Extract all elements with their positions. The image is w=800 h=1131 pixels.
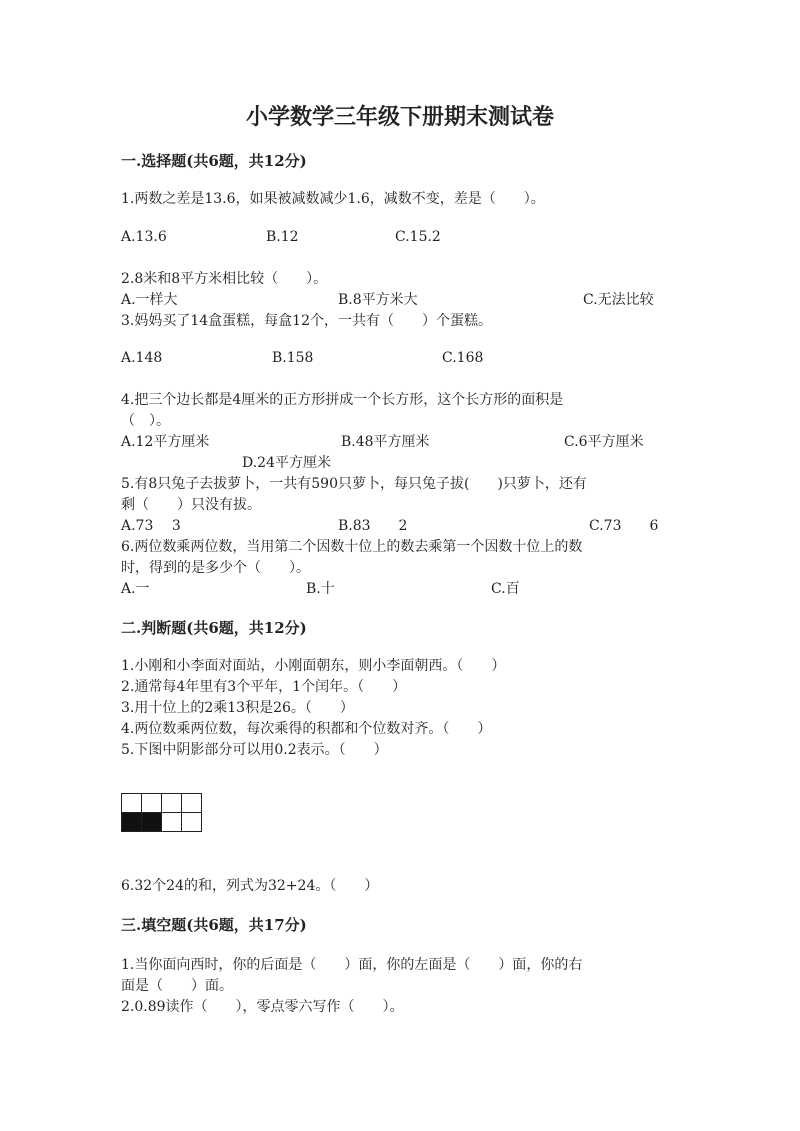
choice-5-option-a: A.73 3	[121, 518, 181, 534]
grid-cell-shaded	[142, 813, 162, 832]
fill-question-1-line-2: 面是（ ）面。	[121, 978, 233, 994]
choice-6-option-a: A.一	[121, 581, 150, 597]
section-heading-choice: 一.选择题(共6题，共12分)	[121, 152, 307, 170]
choice-4-option-b: B.48平方厘米	[341, 434, 430, 450]
judgement-question-4: 4.两位数乘两位数，每次乘得的积都和个位数对齐。（ ）	[121, 721, 492, 737]
choice-question-5-line-1: 5.有8只兔子去拔萝卜，一共有590只萝卜，每只兔子拔( )只萝卜，还有	[121, 476, 587, 492]
choice-question-4-line-2: （ ）。	[121, 413, 170, 429]
fill-question-2: 2.0.89读作（ ），零点零六写作（ ）。	[121, 999, 404, 1015]
page-title: 小学数学三年级下册期末测试卷	[245, 104, 554, 130]
choice-6-option-c: C.百	[491, 581, 520, 597]
choice-2-option-c: C.无法比较	[583, 292, 654, 308]
section-heading-fill-blank: 三.填空题(共6题，共17分)	[121, 916, 307, 934]
grid-cell	[182, 813, 202, 832]
choice-3-option-c: C.168	[442, 350, 484, 366]
choice-question-6-line-2: 时，得到的是多少个（ ）。	[121, 560, 310, 576]
grid-cell	[142, 794, 162, 813]
choice-1-option-b: B.12	[266, 229, 299, 245]
section-heading-judgement: 二.判断题(共6题，共12分)	[121, 619, 307, 637]
choice-question-2: 2.8米和8平方米相比较（ ）。	[121, 271, 328, 287]
choice-5-option-b: B.83 2	[338, 518, 408, 534]
choice-1-option-c: C.15.2	[395, 229, 441, 245]
choice-3-option-a: A.148	[121, 350, 163, 366]
grid-cell	[122, 794, 142, 813]
judgement-question-5: 5.下图中阴影部分可以用0.2表示。（ ）	[121, 742, 388, 758]
judgement-question-6: 6.32个24的和，列式为32+24。（ ）	[121, 878, 379, 894]
choice-4-option-a: A.12平方厘米	[121, 434, 210, 450]
choice-4-option-d: D.24平方厘米	[242, 455, 331, 471]
grid-cell	[162, 794, 182, 813]
grid-cell-shaded	[122, 813, 142, 832]
grid-cell	[182, 794, 202, 813]
choice-question-3: 3.妈妈买了14盒蛋糕，每盒12个，一共有（ ）个蛋糕。	[121, 313, 492, 329]
choice-question-1: 1.两数之差是13.6，如果被减数减少1.6，减数不变，差是（ ）。	[121, 191, 545, 207]
choice-question-5-line-2: 剩（ ）只没有拔。	[121, 497, 261, 513]
judgement-question-2: 2.通常每4年里有3个平年，1个闰年。（ ）	[121, 679, 407, 695]
shaded-grid-figure	[121, 793, 202, 832]
choice-2-option-a: A.一样大	[121, 292, 178, 308]
fill-question-1-line-1: 1.当你面向西时，你的后面是（ ）面，你的左面是（ ）面，你的右	[121, 957, 583, 973]
choice-question-6-line-1: 6.两位数乘两位数，当用第二个因数十位上的数去乘第一个因数十位上的数	[121, 539, 583, 555]
judgement-question-1: 1.小刚和小李面对面站，小刚面朝东，则小李面朝西。（ ）	[121, 658, 506, 674]
grid-cell	[162, 813, 182, 832]
choice-5-option-c: C.73 6	[589, 518, 659, 534]
judgement-question-3: 3.用十位上的2乘13积是26。（ ）	[121, 700, 354, 716]
choice-3-option-b: B.158	[272, 350, 314, 366]
choice-1-option-a: A.13.6	[121, 229, 167, 245]
choice-2-option-b: B.8平方米大	[338, 292, 418, 308]
choice-6-option-b: B.十	[306, 581, 335, 597]
choice-4-option-c: C.6平方厘米	[564, 434, 644, 450]
choice-question-4-line-1: 4.把三个边长都是4厘米的正方形拼成一个长方形，这个长方形的面积是	[121, 392, 564, 408]
